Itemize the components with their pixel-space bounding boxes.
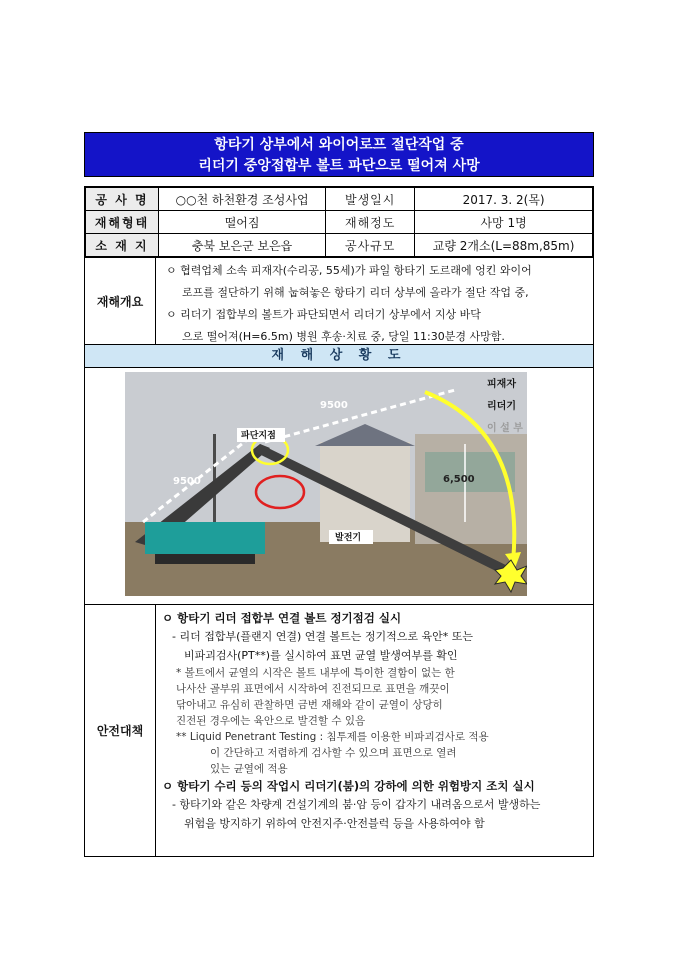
measure-item-2b: 위험을 방지하기 위하여 안전지주·안전블럭 등을 사용하여야 함 [184, 817, 485, 830]
scene-illustration [125, 372, 527, 596]
type-value: 떨어짐 [159, 211, 326, 234]
note-1d: 진전된 경우에는 육안으로 발견할 수 있음 [176, 715, 366, 727]
building-left [320, 442, 410, 542]
measure-heading-1: ㅇ 항타기 리더 접합부 연결 볼트 정기점검 실시 [162, 611, 402, 625]
side-label-3: 이 설 부 [487, 423, 523, 434]
generator-label: 발전기 [335, 533, 362, 543]
overview-bullet-1b: 로프를 절단하기 위해 눕혀놓은 항타기 리더 상부에 올라가 절단 작업 중, [182, 286, 529, 299]
scene-photo-row [85, 367, 593, 604]
overview-bullet-2a: ㅇ 리더기 접합부의 볼트가 파단되면서 리더기 상부에서 지상 바닥 [166, 308, 481, 321]
project-value: ○○천 하천환경 조성사업 [159, 188, 326, 211]
scene-side-labels [487, 374, 523, 440]
scale-value: 교량 2개소(L=88m,85m) [415, 234, 593, 257]
location-value: 충북 보은군 보은읍 [159, 234, 326, 257]
dim-top-label: 9500 [320, 400, 348, 411]
measures-label: 안전대책 [85, 605, 156, 856]
note-2c: 있는 균열에 적용 [210, 763, 288, 775]
measures-body [156, 605, 593, 856]
measure-item-1a: - 리더 접합부(플랜지 연결) 연결 볼트는 정기적으로 육안* 또는 [172, 630, 474, 643]
overview-label: 재해개요 [85, 258, 156, 344]
date-value: 2017. 3. 2(목) [415, 188, 593, 211]
overview-body [156, 258, 593, 344]
scene-photo [125, 372, 527, 596]
dim-height-label: 6,500 [443, 474, 475, 485]
report-sheet [84, 186, 594, 857]
title-line-1: 항타기 상부에서 와이어로프 절단작업 중 [214, 137, 464, 153]
side-label-1: 피재자 [487, 379, 516, 390]
note-2b: 이 간단하고 저렴하게 검사할 수 있으며 표면으로 열려 [210, 747, 457, 759]
building-window-band [425, 452, 515, 492]
overview-row [85, 257, 593, 344]
title-line-2: 리더기 중앙접합부 볼트 파단으로 떨어져 사망 [198, 158, 480, 174]
scale-label: 공사규모 [326, 234, 415, 257]
measure-item-2a: - 항타기와 같은 차량계 건설기계의 붐·암 등이 갑자기 내려옴으로서 발생하는 [172, 798, 541, 811]
dim-left-label: 9500 [173, 476, 201, 487]
type-label: 재해형태 [86, 211, 159, 234]
note-1c: 닦아내고 유심히 관찰하면 금번 재해와 같이 균열이 상당히 [176, 699, 443, 711]
note-1a: * 볼트에서 균열의 시작은 볼트 내부에 특이한 결함이 없는 한 [176, 667, 455, 679]
measure-heading-2: ㅇ 항타기 수리 등의 작업시 리더기(붐)의 강하에 의한 위험방지 조치 실시 [162, 779, 535, 793]
pile-driver-body [145, 522, 265, 554]
title-banner [84, 132, 594, 177]
info-table [85, 187, 593, 257]
break-point-label: 파단지점 [241, 431, 276, 441]
overview-bullet-2b: 으로 떨어져(H=6.5m) 병원 후송·치료 중, 당일 11:30분경 사망함. [182, 330, 505, 343]
crawler-track [155, 554, 255, 564]
location-label: 소 재 지 [86, 234, 159, 257]
severity-label: 재해정도 [326, 211, 415, 234]
scene-heading: 재 해 상 황 도 [85, 344, 593, 367]
overview-bullet-1a: ㅇ 협력업체 소속 피재자(수리공, 55세)가 파일 항타기 도르래에 엉킨 와이어 [166, 264, 532, 277]
note-2a: ** Liquid Penetrant Testing : 침투제를 이용한 비파괴검사로 적용 [176, 731, 489, 743]
date-label: 발생일시 [326, 188, 415, 211]
measures-row [85, 604, 593, 856]
side-label-2: 리더기 [487, 401, 516, 412]
measure-item-1b: 비파괴검사(PT**)를 실시하여 표면 균열 발생여부를 확인 [184, 649, 458, 662]
note-1b: 나사산 골부위 표면에서 시작하여 진전되므로 표면을 깨끗이 [176, 683, 450, 695]
project-label: 공 사 명 [86, 188, 159, 211]
severity-value: 사망 1명 [415, 211, 593, 234]
